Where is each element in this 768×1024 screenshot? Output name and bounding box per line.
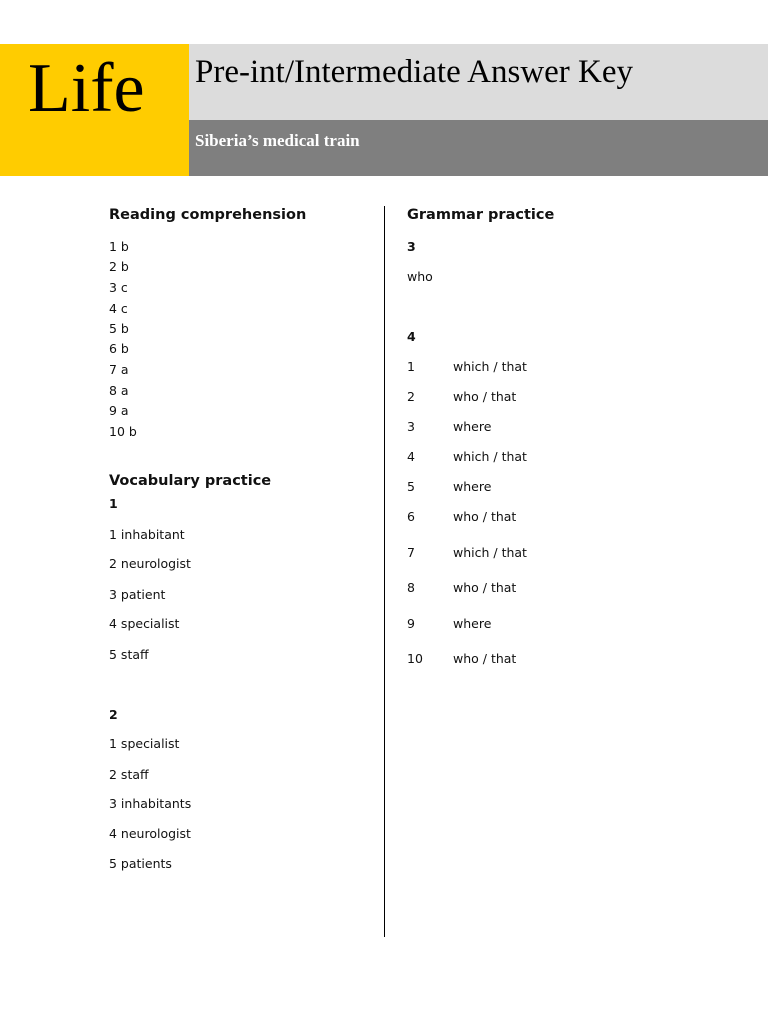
grammar-item-answer: who / that [453,580,517,595]
vocabulary-answer: 4 neurologist [109,826,191,841]
vocabulary-answer: 3 inhabitants [109,796,192,811]
reading-answer: 9 a [109,403,129,418]
subtitle-bar [189,120,768,176]
vocabulary-ex2-number: 2 [109,707,118,722]
grammar-item-number: 10 [407,651,423,666]
reading-answer: 7 a [109,362,129,377]
column-divider [384,206,385,937]
reading-answer: 3 c [109,280,128,295]
grammar-item-number: 6 [407,509,415,524]
page-title: Pre-int/Intermediate Answer Key [195,54,634,90]
logo-text: Life [28,50,145,127]
grammar-item-answer: where [453,479,492,494]
page-subtitle: Siberia’s medical train [195,131,360,150]
vocabulary-answer: 3 patient [109,587,166,602]
grammar-item-number: 8 [407,580,415,595]
grammar-item-number: 1 [407,359,415,374]
grammar-ex3-answer: who [407,269,433,284]
grammar-item-answer: where [453,616,492,631]
vocabulary-answer: 5 staff [109,647,149,662]
grammar-item-answer: who / that [453,509,517,524]
reading-answer: 4 c [109,301,128,316]
grammar-item-number: 2 [407,389,415,404]
reading-answer: 6 b [109,341,129,356]
grammar-heading: Grammar practice [407,207,555,223]
vocabulary-heading: Vocabulary practice [109,473,272,489]
grammar-item-number: 7 [407,545,415,560]
grammar-ex3-number: 3 [407,239,416,254]
grammar-item-number: 3 [407,419,415,434]
grammar-item-number: 9 [407,616,415,631]
reading-answer: 8 a [109,383,129,398]
reading-answer: 2 b [109,259,129,274]
grammar-item-answer: which / that [453,545,527,560]
reading-answer: 10 b [109,424,137,439]
title-bar [189,44,768,120]
vocabulary-answer: 2 neurologist [109,556,191,571]
life-logo [0,44,189,176]
vocabulary-answer: 1 specialist [109,736,180,751]
grammar-item-number: 5 [407,479,415,494]
vocabulary-ex1-number: 1 [109,496,118,511]
vocabulary-answer: 5 patients [109,856,172,871]
grammar-item-number: 4 [407,449,415,464]
reading-answer: 1 b [109,239,129,254]
grammar-item-answer: which / that [453,359,527,374]
grammar-item-answer: where [453,419,492,434]
vocabulary-answer: 2 staff [109,767,149,782]
reading-answer: 5 b [109,321,129,336]
grammar-item-answer: who / that [453,389,517,404]
grammar-ex4-number: 4 [407,329,416,344]
vocabulary-answer: 4 specialist [109,616,180,631]
grammar-item-answer: which / that [453,449,527,464]
vocabulary-answer: 1 inhabitant [109,527,185,542]
reading-heading: Reading comprehension [109,207,307,223]
grammar-item-answer: who / that [453,651,517,666]
